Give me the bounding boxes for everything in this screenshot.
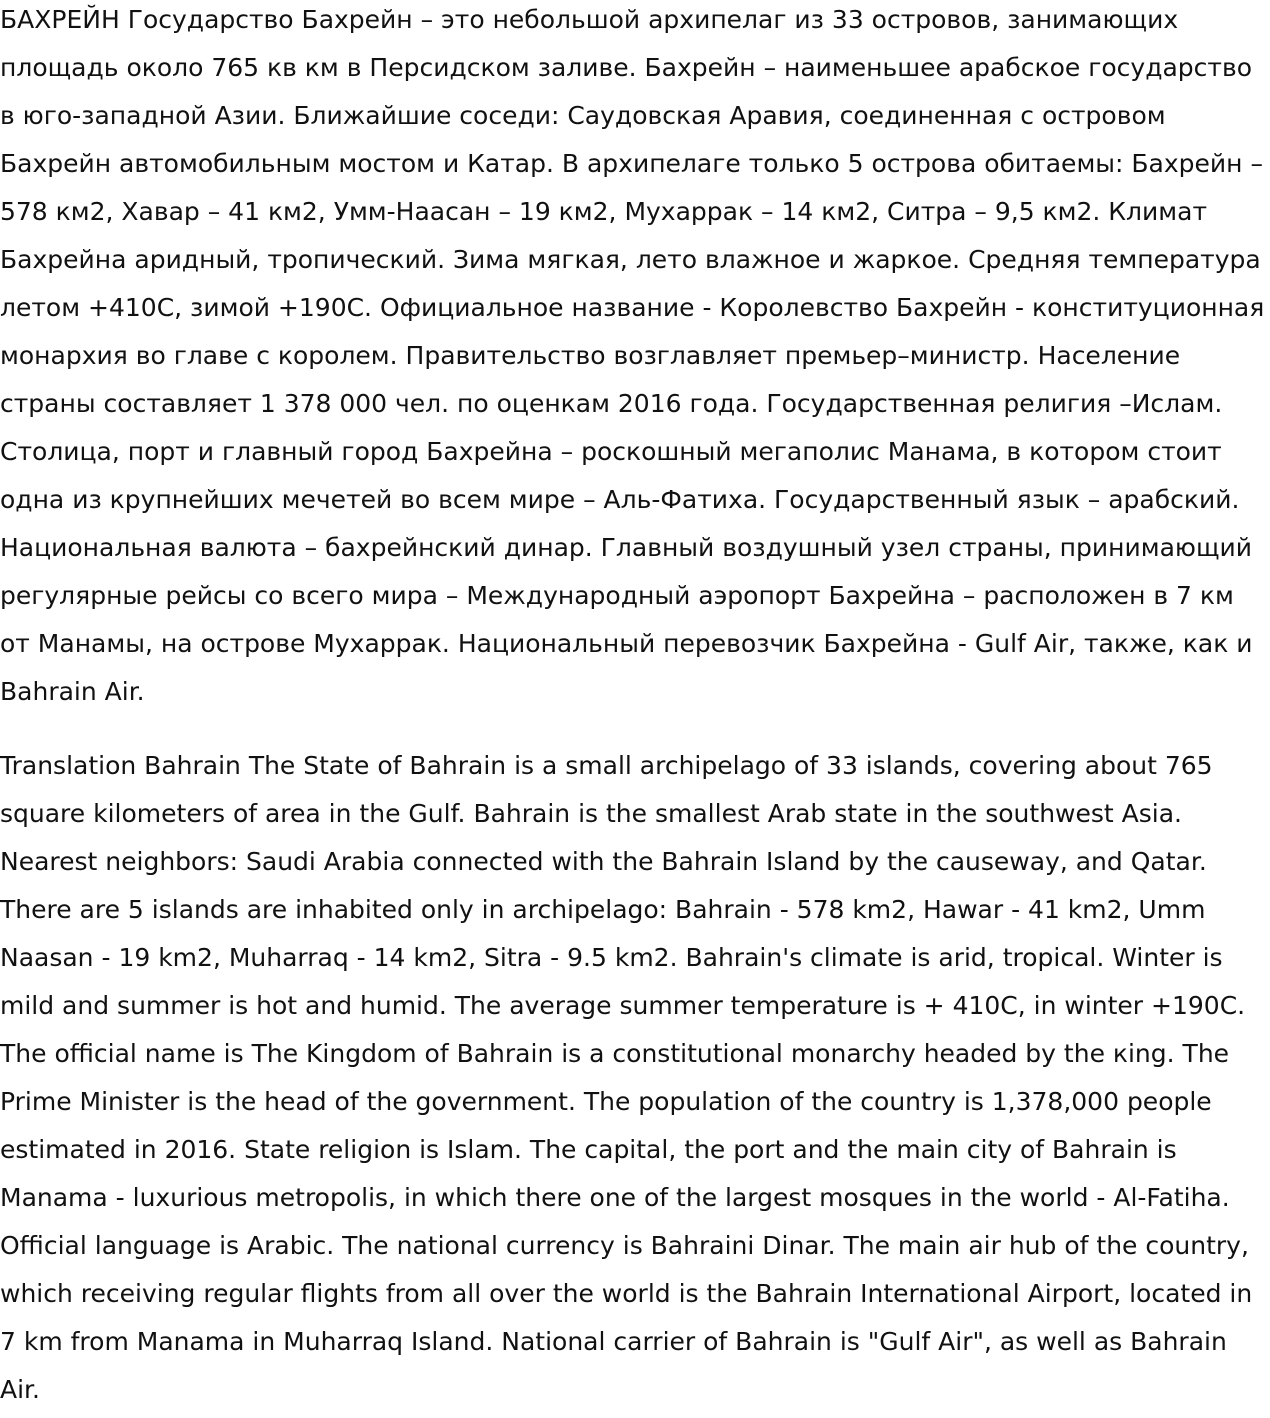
paragraph-russian: БАХРЕЙН Государство Бахрейн – это небольшой архипелаг из 33 островов, занимающих площадь около 765 кв км в Персидском заливе. Бахрейн – наименьшее арабское государство в юго-западной Азии. Ближайшие соседи: Саудовская Аравия, соединенная с островом Бахрейн автомобильным мостом и Катар. В архипелаге только 5 острова обитаемы: Бахрейн – 578 км2, Хавар – 41 км2, Умм-Наасан – 19 км2, Мухаррак – 14 км2, Ситра – 9,5 км2. Климат Бахрейна аридный, тропический. Зима мягкая, лето влажное и жаркое. Средняя температура летом +410С, зимой +190С. Официальное название - Королевство Бахрейн - конституционная монархия во главе с королем. Правительство возглавляет премьер–министр. Население страны составляет 1 378 000 чел. по оценкам 2016 года. Государственная религия –Ислам. Столица, порт и главный город Бахрейна – роскошный мегаполис Манама, в котором стоит одна из крупнейших мечетей во всем мире – Аль-Фатиха. Государственный язык – арабский. Национальная валюта – бахрейнский динар. Главный воздушный узел страны, принимающий регулярные рейсы со всего мира – Международный аэропорт Бахрейна – расположен в 7 км от Манамы, на острове Мухаррак. Национальный перевозчик Бахрейна - Gulf Air, также, как и Bahrain Air. (0, 5, 1265, 706)
paragraph-english-translation: Translation Bahrain The State of Bahrain is a small archipelago of 33 islands, covering about 765 square kilometers of area in the Gulf. Bahrain is the smallest Arab state in the southwest Asia. Nearest neighbors: Saudi Arabia connected with the Bahrain Island by the causeway, and Qatar. There are 5 islands are inhabited only in archipelago: Bahrain - 578 km2, Hawar - 41 km2, Umm Naasan - 19 km2, Muharraq - 14 km2, Sitra - 9.5 km2. Bahrain's climate is arid, tropical. Winter is mild and summer is hot and humid. The average summer temperature is + 410C, in winter +190C. The official name is The Kingdom of Bahrain is a constitutional monarchy headed by the кing. The Prime Minister is the head of the government. The population of the country is 1,378,000 people estimated in 2016. State religion is Islam. The capital, the port and the main city of Bahrain is Manama - luxurious metropolis, in which there one of the largest mosques in the world - Al-Fatiha. Official language is Arabic. The national currency is Bahraini Dinar. The main air hub of the country, which receiving regular flights from all over the world is the Bahrain International Airport, located in 7 km from Manama in Muharraq Island. National carrier of Bahrain is "Gulf Air", as well as Bahrain Air. (0, 751, 1253, 1404)
